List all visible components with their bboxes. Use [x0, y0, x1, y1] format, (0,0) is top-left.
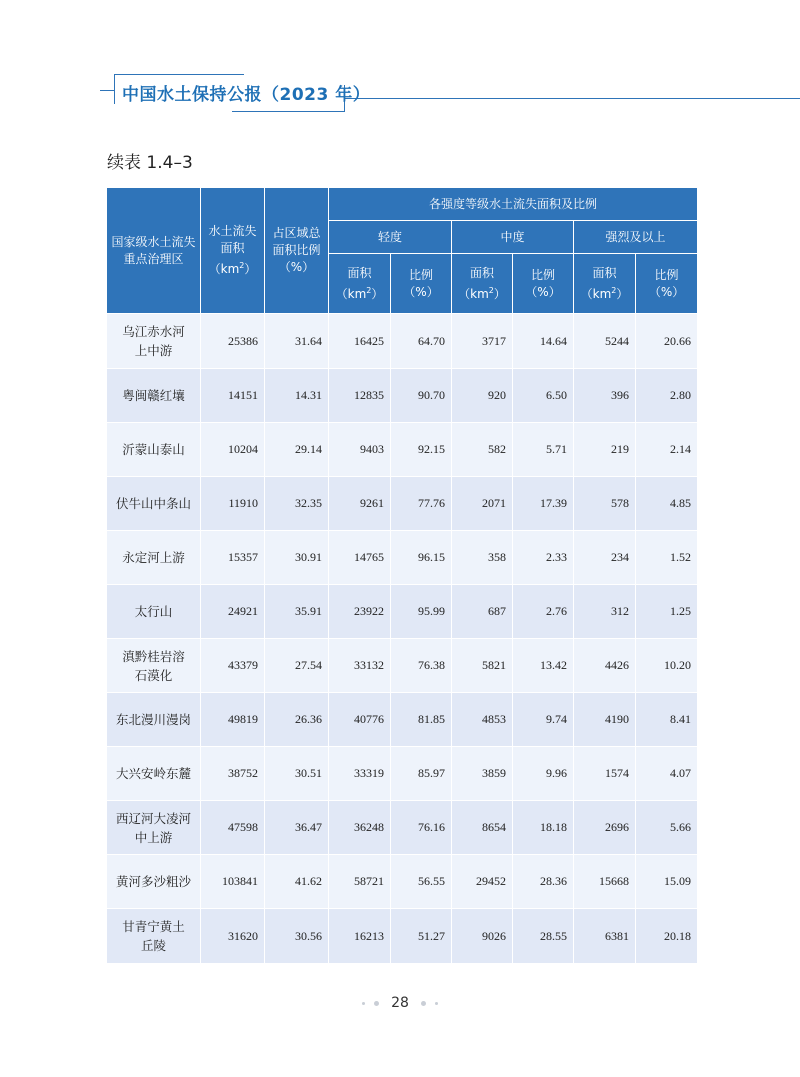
cell-severe-area: 234 — [574, 531, 636, 585]
cell-ratio: 30.51 — [265, 747, 329, 801]
cell-ratio: 32.35 — [265, 477, 329, 531]
zone-name: 黄河多沙粗沙 — [107, 855, 201, 909]
zone-name: 乌江赤水河 上中游 — [107, 314, 201, 369]
cell-severe-area: 4426 — [574, 639, 636, 693]
zone-name: 太行山 — [107, 585, 201, 639]
table-row — [107, 314, 698, 369]
page-footer — [0, 995, 800, 1011]
zone-name: 粤闽赣红壤 — [107, 369, 201, 423]
cell-moderate-area: 4853 — [452, 693, 513, 747]
header-level-moderate: 中度 — [452, 221, 574, 254]
cell-light-area: 23922 — [329, 585, 391, 639]
cell-severe-area: 5244 — [574, 314, 636, 369]
cell-severe-area: 396 — [574, 369, 636, 423]
cell-moderate-area: 3859 — [452, 747, 513, 801]
cell-area: 15357 — [201, 531, 265, 585]
cell-ratio: 35.91 — [265, 585, 329, 639]
cell-light-area: 14765 — [329, 531, 391, 585]
cell-ratio: 29.14 — [265, 423, 329, 477]
cell-area: 24921 — [201, 585, 265, 639]
dot-icon — [435, 1002, 438, 1005]
header-ratio: 占区域总面积比例 （%） — [265, 188, 329, 314]
table-row — [107, 693, 698, 747]
cell-ratio: 31.64 — [265, 314, 329, 369]
zone-name: 东北漫川漫岗 — [107, 693, 201, 747]
cell-ratio: 30.91 — [265, 531, 329, 585]
cell-light-area: 33132 — [329, 639, 391, 693]
cell-light-area: 33319 — [329, 747, 391, 801]
table-row — [107, 477, 698, 531]
dot-icon — [421, 1001, 426, 1006]
cell-severe-ratio: 20.18 — [636, 909, 698, 964]
cell-moderate-ratio: 9.74 — [513, 693, 574, 747]
cell-moderate-ratio: 9.96 — [513, 747, 574, 801]
cell-severe-ratio: 15.09 — [636, 855, 698, 909]
cell-light-ratio: 92.15 — [391, 423, 452, 477]
cell-light-ratio: 95.99 — [391, 585, 452, 639]
cell-light-ratio: 81.85 — [391, 693, 452, 747]
cell-severe-ratio: 5.66 — [636, 801, 698, 855]
header-sub-area: 面积 $(km^2)$ — [574, 254, 636, 314]
table-row — [107, 585, 698, 639]
header-sub-ratio: 比例 （%） — [513, 254, 574, 314]
dot-icon — [362, 1002, 365, 1005]
cell-ratio: 41.62 — [265, 855, 329, 909]
cell-light-area: 16213 — [329, 909, 391, 964]
header-sub-area: 面积 $(km^2)$ — [329, 254, 391, 314]
cell-moderate-ratio: 14.64 — [513, 314, 574, 369]
cell-area: 10204 — [201, 423, 265, 477]
cell-light-area: 9403 — [329, 423, 391, 477]
cell-severe-ratio: 20.66 — [636, 314, 698, 369]
header-level-light: 轻度 — [329, 221, 452, 254]
cell-moderate-ratio: 17.39 — [513, 477, 574, 531]
cell-ratio: 30.56 — [265, 909, 329, 964]
table-row — [107, 747, 698, 801]
cell-light-ratio: 51.27 — [391, 909, 452, 964]
cell-light-ratio: 76.16 — [391, 801, 452, 855]
cell-light-ratio: 90.70 — [391, 369, 452, 423]
cell-ratio: 26.36 — [265, 693, 329, 747]
table-row — [107, 639, 698, 693]
cell-moderate-ratio: 2.33 — [513, 531, 574, 585]
cell-severe-area: 1574 — [574, 747, 636, 801]
header-group-intensity: 各强度等级水土流失面积及比例 — [329, 188, 698, 221]
cell-severe-ratio: 2.14 — [636, 423, 698, 477]
cell-severe-ratio: 2.80 — [636, 369, 698, 423]
header-title: 中国水土保持公报（2023 年） — [122, 85, 371, 105]
cell-light-area: 9261 — [329, 477, 391, 531]
cell-moderate-area: 9026 — [452, 909, 513, 964]
page-number: 28 — [391, 995, 409, 1011]
dot-icon — [374, 1001, 379, 1006]
cell-light-ratio: 76.38 — [391, 639, 452, 693]
cell-area: 31620 — [201, 909, 265, 964]
cell-ratio: 36.47 — [265, 801, 329, 855]
table-row — [107, 909, 698, 964]
table-row — [107, 531, 698, 585]
cell-severe-area: 2696 — [574, 801, 636, 855]
cell-area: 38752 — [201, 747, 265, 801]
cell-light-ratio: 96.15 — [391, 531, 452, 585]
cell-severe-ratio: 8.41 — [636, 693, 698, 747]
soil-erosion-table — [106, 187, 698, 964]
header-zone: 国家级水土流失重点治理区 — [107, 188, 201, 314]
cell-light-ratio: 77.76 — [391, 477, 452, 531]
header-level-severe: 强烈及以上 — [574, 221, 698, 254]
cell-moderate-ratio: 13.42 — [513, 639, 574, 693]
cell-light-area: 16425 — [329, 314, 391, 369]
zone-name: 沂蒙山泰山 — [107, 423, 201, 477]
cell-ratio: 27.54 — [265, 639, 329, 693]
cell-severe-area: 6381 — [574, 909, 636, 964]
cell-severe-area: 312 — [574, 585, 636, 639]
cell-moderate-ratio: 6.50 — [513, 369, 574, 423]
header-sub-area: 面积 $(km^2)$ — [452, 254, 513, 314]
cell-light-ratio: 85.97 — [391, 747, 452, 801]
cell-light-area: 58721 — [329, 855, 391, 909]
cell-moderate-area: 920 — [452, 369, 513, 423]
cell-severe-ratio: 4.07 — [636, 747, 698, 801]
zone-name: 滇黔桂岩溶 石漠化 — [107, 639, 201, 693]
cell-moderate-area: 2071 — [452, 477, 513, 531]
table-row — [107, 369, 698, 423]
zone-name: 伏牛山中条山 — [107, 477, 201, 531]
table-caption: 续表 1.4–3 — [107, 153, 193, 173]
cell-moderate-ratio: 28.36 — [513, 855, 574, 909]
header-rule-left — [100, 90, 114, 91]
cell-moderate-ratio: 28.55 — [513, 909, 574, 964]
header-bracket-bottom — [232, 111, 345, 112]
cell-severe-ratio: 10.20 — [636, 639, 698, 693]
header-sub-ratio: 比例 （%） — [391, 254, 452, 314]
cell-area: 49819 — [201, 693, 265, 747]
header-bracket-top — [114, 74, 244, 75]
cell-moderate-ratio: 18.18 — [513, 801, 574, 855]
cell-area: 25386 — [201, 314, 265, 369]
cell-area: 14151 — [201, 369, 265, 423]
cell-severe-ratio: 1.52 — [636, 531, 698, 585]
cell-moderate-area: 358 — [452, 531, 513, 585]
table-row — [107, 423, 698, 477]
cell-moderate-area: 3717 — [452, 314, 513, 369]
zone-name: 大兴安岭东麓 — [107, 747, 201, 801]
cell-moderate-ratio: 5.71 — [513, 423, 574, 477]
cell-severe-area: 4190 — [574, 693, 636, 747]
header-area: 水土流失面积 $(km^2)$ — [201, 188, 265, 314]
zone-name: 西辽河大凌河 中上游 — [107, 801, 201, 855]
cell-light-area: 40776 — [329, 693, 391, 747]
cell-area: 103841 — [201, 855, 265, 909]
table-row — [107, 855, 698, 909]
cell-moderate-ratio: 2.76 — [513, 585, 574, 639]
cell-moderate-area: 687 — [452, 585, 513, 639]
cell-moderate-area: 8654 — [452, 801, 513, 855]
cell-ratio: 14.31 — [265, 369, 329, 423]
cell-light-ratio: 64.70 — [391, 314, 452, 369]
cell-severe-area: 15668 — [574, 855, 636, 909]
header-rule-right — [345, 98, 800, 99]
cell-light-area: 12835 — [329, 369, 391, 423]
cell-severe-area: 219 — [574, 423, 636, 477]
cell-moderate-area: 5821 — [452, 639, 513, 693]
cell-moderate-area: 582 — [452, 423, 513, 477]
zone-name: 甘青宁黄土 丘陵 — [107, 909, 201, 964]
cell-area: 11910 — [201, 477, 265, 531]
cell-area: 47598 — [201, 801, 265, 855]
zone-name: 永定河上游 — [107, 531, 201, 585]
cell-severe-ratio: 1.25 — [636, 585, 698, 639]
table-row — [107, 801, 698, 855]
header-sub-ratio: 比例 （%） — [636, 254, 698, 314]
cell-light-ratio: 56.55 — [391, 855, 452, 909]
cell-light-area: 36248 — [329, 801, 391, 855]
cell-severe-ratio: 4.85 — [636, 477, 698, 531]
header-bracket-left — [114, 74, 115, 104]
cell-area: 43379 — [201, 639, 265, 693]
cell-moderate-area: 29452 — [452, 855, 513, 909]
cell-severe-area: 578 — [574, 477, 636, 531]
